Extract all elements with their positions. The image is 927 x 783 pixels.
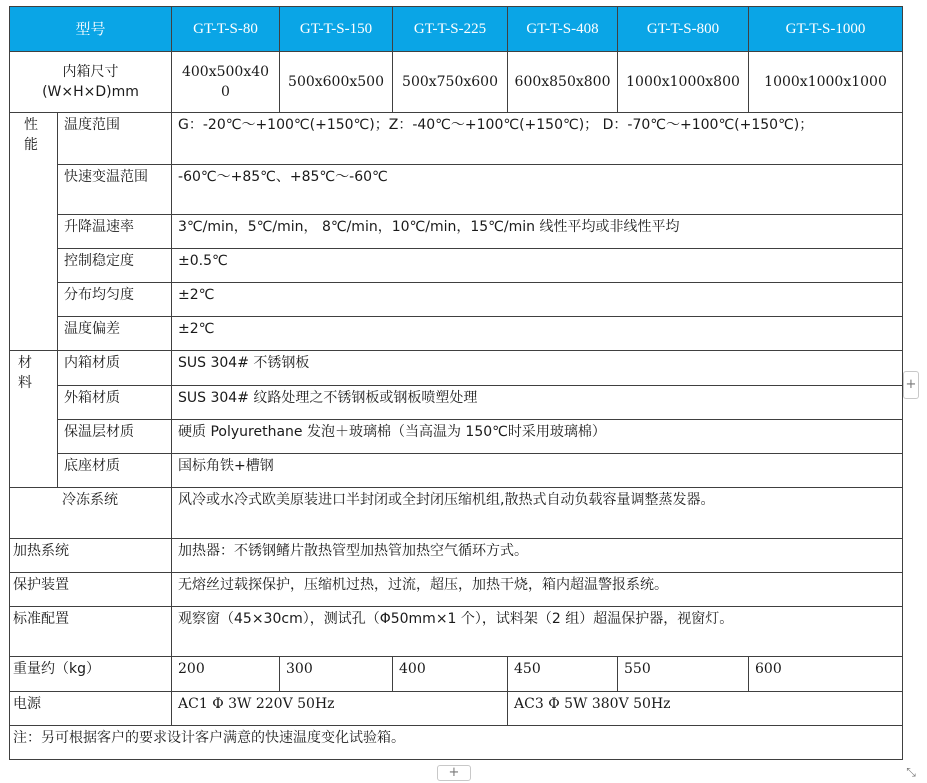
heating-row [10,539,903,573]
refrigeration-label: 冷冻系统 [10,488,172,539]
protection-label: 保护装置 [10,573,172,607]
inner-size-value: 500x750x600 [393,52,508,113]
standard-row [10,607,903,657]
header-row [10,7,903,52]
power-label: 电源 [10,692,172,726]
perf-value: ±0.5℃ [172,249,903,283]
refrigeration-value: 风冷或水冷式欧美原装进口半封闭或全封闭压缩机组,散热式自动负载容量调整蒸发器。 [172,488,903,539]
spec-table [9,6,903,760]
perf-label: 升降温速率 [58,215,172,249]
perf-row [10,215,903,249]
perf-value: 3℃/min，5℃/min， 8℃/min，10℃/min，15℃/min 线性平均或非线性平均 [172,215,903,249]
power-row [10,692,903,726]
weight-row [10,657,903,692]
add-column-button[interactable]: + [903,371,919,399]
heating-label: 加热系统 [10,539,172,573]
material-label: 内箱材质 [58,351,172,386]
material-row [10,420,903,454]
perf-label: 温度范围 [58,113,172,165]
inner-size-row [10,52,903,113]
perf-row [10,249,903,283]
standard-value: 观察窗（45×30cm），测试孔（Φ50mm×1 个），试料架（2 组）超温保护器，视窗灯。 [172,607,903,657]
material-label: 外箱材质 [58,386,172,420]
material-label: 保温层材质 [58,420,172,454]
perf-label: 分布均匀度 [58,283,172,317]
perf-row [10,317,903,351]
heating-value: 加热器：不锈钢鳍片散热管型加热管加热空气循环方式。 [172,539,903,573]
inner-size-label: 内箱尺寸 (W×H×D)mm [10,52,172,113]
inner-size-value: 400x500x400 [172,52,280,113]
material-row [10,386,903,420]
perf-value: ±2℃ [172,283,903,317]
perf-value: G：-20℃～+100℃(+150℃)；Z：-40℃～+100℃(+150℃)； D：-70℃～+100℃(+150℃)； [172,113,903,165]
inner-size-value: 600x850x800 [508,52,618,113]
weight-value: 550 [618,657,749,692]
power-value-large: AC3 Φ 5W 380V 50Hz [508,692,903,726]
model-name: GT-T-S-225 [393,7,508,52]
perf-row [10,283,903,317]
inner-size-value: 1000x1000x800 [618,52,749,113]
model-name: GT-T-S-80 [172,7,280,52]
refrigeration-row [10,488,903,539]
material-value: 国标角铁+槽钢 [172,454,903,488]
material-value: 硬质 Polyurethane 发泡＋玻璃棉（当高温为 150℃时采用玻璃棉） [172,420,903,454]
inner-size-value: 1000x1000x1000 [749,52,903,113]
note-text: 注：另可根据客户的要求设计客户满意的快速温度变化试验箱。 [10,726,903,760]
power-value-small: AC1 Φ 3W 220V 50Hz [172,692,508,726]
perf-label: 控制稳定度 [58,249,172,283]
add-row-button[interactable]: + [437,765,471,781]
perf-label: 温度偏差 [58,317,172,351]
perf-value: ±2℃ [172,317,903,351]
perf-label: 快速变温范围 [58,165,172,215]
materials-category: 材 料 [10,351,58,488]
material-row [10,351,903,386]
material-label: 底座材质 [58,454,172,488]
model-name: GT-T-S-800 [618,7,749,52]
perf-row [10,113,903,165]
weight-value: 400 [393,657,508,692]
model-label: 型号 [10,7,172,52]
protection-row [10,573,903,607]
note-row [10,726,903,760]
material-value: SUS 304# 不锈钢板 [172,351,903,386]
protection-value: 无熔丝过载探保护，压缩机过热，过流，超压，加热干烧，箱内超温警报系统。 [172,573,903,607]
weight-value: 300 [280,657,393,692]
weight-label: 重量约（kg） [10,657,172,692]
weight-value: 450 [508,657,618,692]
model-name: GT-T-S-408 [508,7,618,52]
performance-category: 性 能 [10,113,58,351]
model-name: GT-T-S-150 [280,7,393,52]
material-value: SUS 304# 纹路处理之不锈钢板或钢板喷塑处理 [172,386,903,420]
weight-value: 600 [749,657,903,692]
perf-row [10,165,903,215]
material-row [10,454,903,488]
model-name: GT-T-S-1000 [749,7,903,52]
inner-size-value: 500x600x500 [280,52,393,113]
resize-handle-icon[interactable]: ⤡ [906,765,916,779]
standard-label: 标准配置 [10,607,172,657]
weight-value: 200 [172,657,280,692]
perf-value: -60℃～+85℃、+85℃～-60℃ [172,165,903,215]
